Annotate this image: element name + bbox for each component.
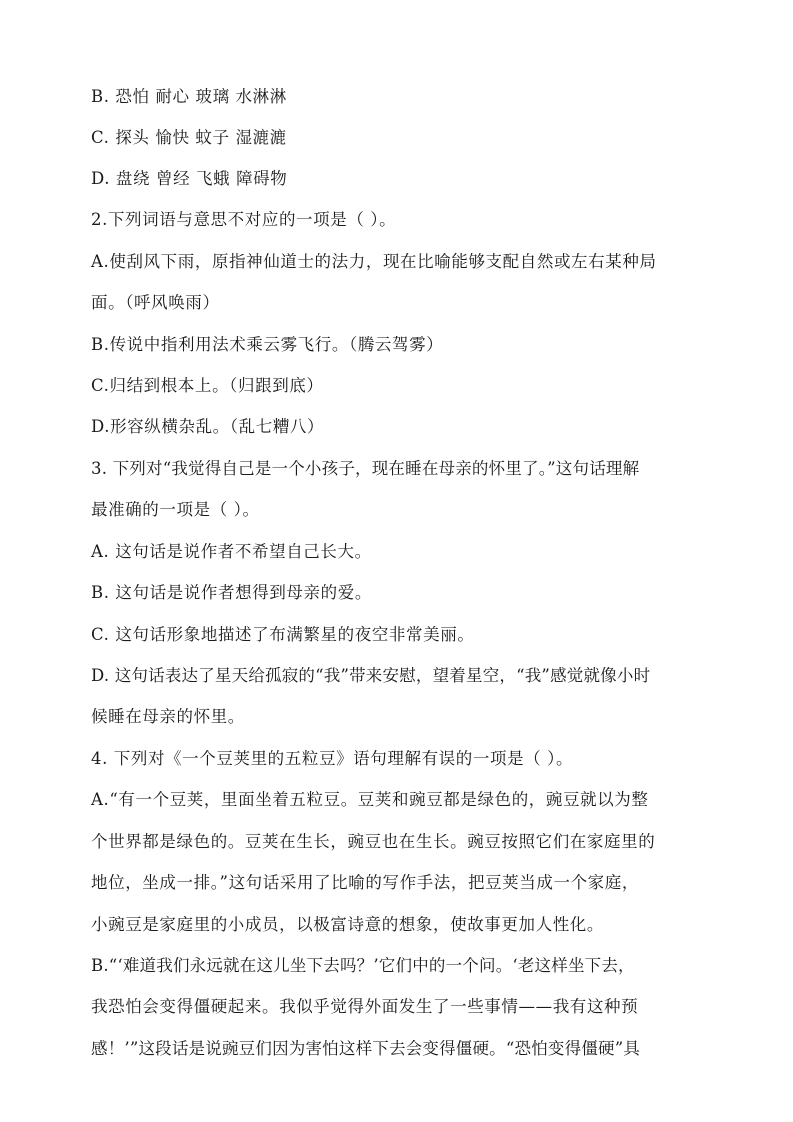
question-3-option-d: D. 这句话表达了星天给孤寂的“我”带来安慰，望着星空，“我”感觉就像小时 — [91, 666, 651, 685]
question-3-stem: 3. 下列对“我觉得自己是一个小孩子，现在睡在母亲的怀里了。”这句话理解 — [91, 459, 640, 478]
question-4-option-a: A.“有一个豆荚，里面坐着五粒豆。豆荚和豌豆都是绿色的，豌豆就以为整 — [91, 790, 649, 809]
question-2-stem: 2.下列词语与意思不对应的一项是（ ）。 — [91, 210, 397, 229]
question-4-option-b-line-2: 我恐怕会变得僵硬起来。我似乎觉得外面发生了一些事情——我有这种预 — [91, 997, 639, 1016]
question-2-option-c: C.归结到根本上。（归跟到底） — [91, 376, 324, 395]
question-2-option-a: A.使刮风下雨，原指神仙道士的法力，现在比喻能够支配自然或左右某种局 — [91, 252, 657, 271]
question-4-option-a-line-2: 个世界都是绿色的。豆荚在生长，豌豆也在生长。豌豆按照它们在家庭里的 — [91, 832, 656, 851]
question-3-stem-continued: 最准确的一项是（ ）。 — [91, 500, 260, 519]
option-1b: B. 恐怕 耐心 玻璃 水淋淋 — [91, 87, 287, 106]
question-2-option-b: B.传说中指利用法术乘云雾飞行。（腾云驾雾） — [91, 335, 444, 354]
question-4-option-b: B.“‘难道我们永远就在这儿坐下去吗？’它们中的一个问。‘老这样坐下去， — [91, 956, 635, 975]
question-3-option-d-continued: 候睡在母亲的怀里。 — [91, 707, 245, 726]
question-2-option-d: D.形容纵横杂乱。（乱七糟八） — [91, 417, 325, 436]
question-4-option-a-line-4: 小豌豆是家庭里的小成员，以极富诗意的想象，使故事更加人性化。 — [91, 915, 604, 934]
question-4-stem: 4. 下列对《一个豆荚里的五粒豆》语句理解有误的一项是（ ）。 — [91, 749, 574, 768]
question-4-option-b-line-3: 感！’”这段话是说豌豆们因为害怕这样下去会变得僵硬。“恐怕变得僵硬”具 — [91, 1039, 641, 1058]
question-3-option-c: C. 这句话形象地描述了布满繁星的夜空非常美丽。 — [91, 625, 475, 644]
question-3-option-a: A. 这句话是说作者不希望自己长大。 — [91, 542, 372, 561]
question-3-option-b: B. 这句话是说作者想得到母亲的爱。 — [91, 583, 372, 602]
question-2-option-a-continued: 面。（呼风唤雨） — [91, 293, 220, 312]
question-4-option-a-line-3: 地位，坐成一排。”这句话采用了比喻的写作手法，把豆荚当成一个家庭， — [91, 873, 639, 892]
option-1c: C. 探头 愉快 蚊子 湿漉漉 — [91, 128, 287, 147]
option-1d: D. 盘绕 曾经 飞蛾 障碍物 — [91, 169, 288, 188]
